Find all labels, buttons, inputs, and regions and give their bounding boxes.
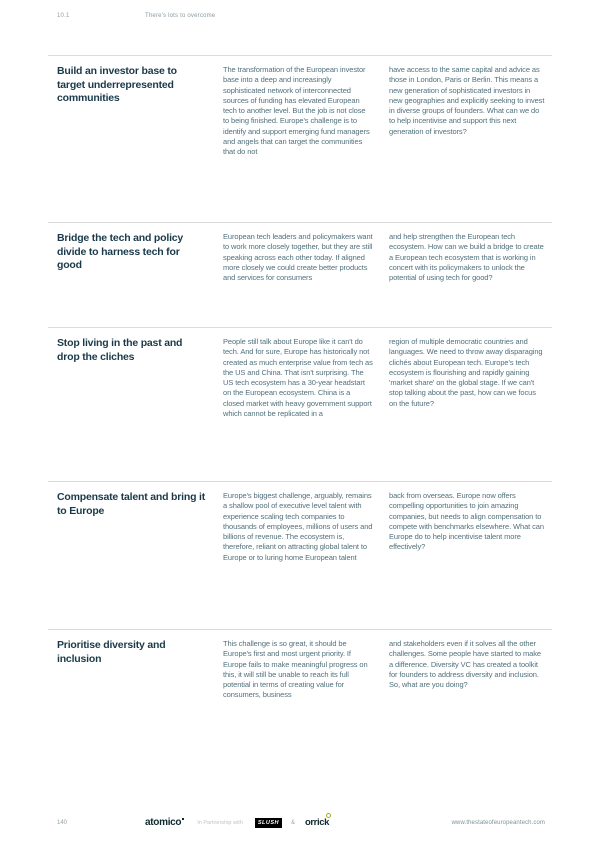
section-body-column-2: and help strengthen the European tech ecosystem. How can we build a bridge to create a European tech ecosystem that is working in concert with its policymakers to unlock the potential of using tech for good?	[389, 232, 544, 283]
website-link[interactable]: www.thestateofeuropeantech.com	[451, 820, 545, 826]
section-body-column-2: back from overseas. Europe now offers compelling opportunities to join amazing companies, but needs to align compensation to compete with benchmarks elsewhere. What can Europe do to help incentivise talent more effectively?	[389, 491, 544, 552]
section-compensate-talent	[48, 481, 552, 629]
atomico-logo-text: atomico	[145, 817, 182, 828]
sections-container	[48, 55, 552, 819]
orrick-circle-icon	[326, 813, 331, 818]
section-diversity-inclusion	[48, 629, 552, 819]
chapter-title: There's lots to overcome	[145, 13, 216, 19]
partnership-label: In Partnership with	[197, 819, 243, 826]
chapter-number: 10.1	[57, 13, 70, 19]
atomico-logo	[145, 817, 184, 828]
section-tech-policy	[48, 222, 552, 327]
section-body-column-2: and stakeholders even if it solves all the other challenges. Some people have started to make a difference. Diversity VC has created a toolkit for founders to address diversity and inclusion. So, what are you doing?	[389, 639, 541, 690]
page-header	[57, 13, 545, 19]
section-investor-base	[48, 55, 552, 222]
section-drop-cliches	[48, 327, 552, 481]
atomico-trademark-icon	[182, 818, 184, 820]
section-body-column-1: The transformation of the European investor base into a deep and increasingly sophisticated network of interconnected sources of funding has elevated European tech to another level. But the job is not close to being finished. Europe's challenge is to identify and support emerging fund managers and angels that can target the communities that do not	[223, 65, 370, 157]
section-body-column-1: People still talk about Europe like it can't do tech. And for sure, Europe has historically not created as much enterprise value from tech as the US and China. That isn't surprising. The US tech ecosystem has a 30-year headstart on the European ecosystem. China is a closed market with heavy government support which cannot be replicated in a	[223, 337, 373, 419]
section-heading: Bridge the tech and policy divide to harness tech for good	[57, 232, 184, 271]
slush-logo: SLUSH	[255, 818, 282, 828]
section-body-column-1: This challenge is so great, it should be Europe's first and most urgent priority. If Europe fails to make meaningful progress on this, it will still be unable to reach its full potential in terms of creating value for consumers, business	[223, 639, 368, 700]
section-heading: Build an investor base to target underrepresented communities	[57, 65, 177, 104]
section-heading: Stop living in the past and drop the cliches	[57, 337, 183, 363]
page-number: 140	[57, 820, 68, 826]
ampersand-separator: &	[290, 819, 295, 826]
section-body-column-1: Europe's biggest challenge, arguably, remains a shallow pool of executive level talent with experience scaling tech companies to thousands of employees, millions of users and billions of revenue. The ecosystem is, therefore, reliant on attracting global talent to Europe or to luring home European talent	[223, 491, 373, 562]
page-footer	[0, 817, 600, 833]
orrick-logo-text: orrick	[304, 817, 329, 828]
section-body-column-1: European tech leaders and policymakers want to work more closely together, but they are still speaking across each other today. If aligned more closely we could create better products and services for consumers	[223, 232, 373, 283]
section-body-column-2: region of multiple democratic countries and languages. We need to throw away disparaging clichés about European tech. Europe's tech ecosystem is flourishing and rapidly gaining 'market share' on the global stage. If we can't stop talking about the past, how can we focus on the future?	[389, 337, 543, 408]
section-body-column-2: have access to the same capital and advice as those in London, Paris or Berlin. This means a new generation of sophisticated investors in new geographies and explicitly seeking to invest in diverse groups of founders. What can we do to help incentivise and support this next generation of investors?	[389, 65, 545, 136]
partner-logo-strip	[145, 817, 329, 828]
orrick-logo	[305, 817, 329, 828]
section-heading: Prioritise diversity and inclusion	[57, 639, 166, 665]
section-heading: Compensate talent and bring it to Europe	[57, 491, 206, 517]
